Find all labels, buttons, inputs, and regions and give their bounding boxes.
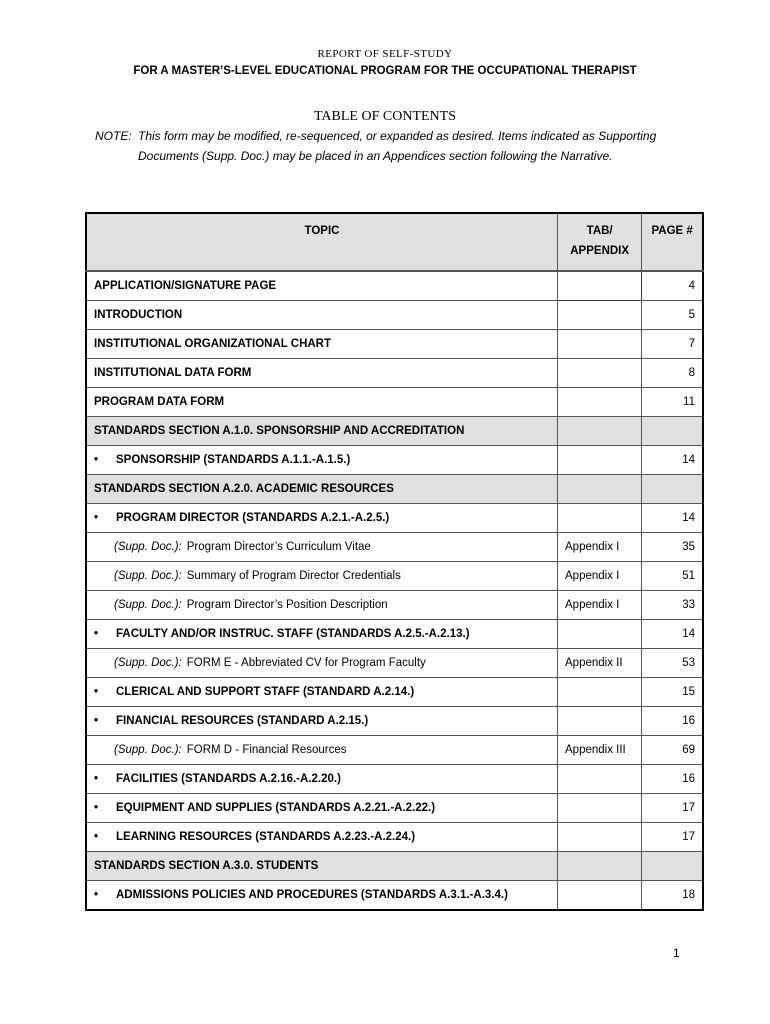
row-tab: [558, 620, 642, 649]
row-topic-text: FINANCIAL RESOURCES (STANDARD A.2.15.): [116, 715, 369, 727]
row-page: 15: [642, 678, 703, 707]
row-topic: [86, 736, 558, 765]
page-header: PAGE #: [642, 213, 703, 271]
bullet: •: [94, 454, 99, 466]
row-tab: Appendix I: [558, 591, 642, 620]
row-topic-text: Summary of Program Director Credentials: [186, 570, 401, 582]
table-row: [86, 388, 703, 417]
bullet: •: [94, 889, 99, 901]
row-topic-text: PROGRAM DIRECTOR (STANDARDS A.2.1.-A.2.5.): [116, 512, 390, 524]
row-topic: [86, 562, 558, 591]
row-topic: [86, 794, 558, 823]
row-tab: [558, 446, 642, 475]
row-tab: Appendix I: [558, 562, 642, 591]
table-row: [86, 765, 703, 794]
section-title: STANDARDS SECTION A.3.0. STUDENTS: [86, 852, 558, 881]
topic-header: TOPIC: [86, 213, 558, 271]
row-tab: [558, 301, 642, 330]
row-page: 14: [642, 620, 703, 649]
row-topic-text: LEARNING RESOURCES (STANDARDS A.2.23.-A.2.24.): [116, 831, 416, 843]
table-row: [86, 301, 703, 330]
supp-doc-row: [86, 533, 703, 562]
tab-appendix-header: [558, 213, 642, 271]
supp-prefix: (Supp. Doc.):: [114, 744, 182, 756]
row-topic: INSTITUTIONAL DATA FORM: [86, 359, 558, 388]
table-row: [86, 330, 703, 359]
row-tab: [558, 271, 642, 301]
bullet: •: [94, 715, 99, 727]
row-page: 35: [642, 533, 703, 562]
row-page: 14: [642, 504, 703, 533]
table-row: [86, 678, 703, 707]
section-row: [86, 417, 703, 446]
report-subtitle: FOR A MASTER’S-LEVEL EDUCATIONAL PROGRAM FOR THE OCCUPATIONAL THERAPIST: [133, 65, 637, 77]
table-header-row: [86, 213, 703, 271]
row-topic: [86, 504, 558, 533]
row-page: 17: [642, 794, 703, 823]
row-page: 17: [642, 823, 703, 852]
row-topic: [86, 765, 558, 794]
supp-doc-row: [86, 649, 703, 678]
row-topic: [86, 620, 558, 649]
toc-table: [85, 212, 704, 911]
row-topic: INSTITUTIONAL ORGANIZATIONAL CHART: [86, 330, 558, 359]
row-page: [642, 852, 703, 881]
row-tab: [558, 504, 642, 533]
row-page: 33: [642, 591, 703, 620]
row-tab: Appendix III: [558, 736, 642, 765]
row-topic: [86, 881, 558, 911]
row-page: [642, 475, 703, 504]
row-page: 4: [642, 271, 703, 301]
row-page: 5: [642, 301, 703, 330]
row-topic-text: CLERICAL AND SUPPORT STAFF (STANDARD A.2.14.): [116, 686, 415, 698]
row-topic-text: SPONSORSHIP (STANDARDS A.1.1.-A.1.5.): [116, 454, 351, 466]
note-text: This form may be modified, re-sequenced, or expanded as desired. Items indicated as Supporting Documents (Supp. Doc.) may be placed in an Appendices section following the Narrative.: [138, 129, 657, 163]
table-row: [86, 823, 703, 852]
supp-doc-row: [86, 736, 703, 765]
row-page: 51: [642, 562, 703, 591]
row-tab: [558, 417, 642, 446]
bullet: •: [94, 628, 99, 640]
table-row: [86, 271, 703, 301]
note-label: NOTE:: [95, 129, 132, 143]
supp-prefix: (Supp. Doc.):: [114, 541, 182, 553]
section-row: [86, 475, 703, 504]
row-tab: [558, 330, 642, 359]
row-page: 18: [642, 881, 703, 911]
row-topic: [86, 678, 558, 707]
toc-heading: TABLE OF CONTENTS: [314, 109, 456, 124]
table-row: [86, 359, 703, 388]
row-tab: [558, 852, 642, 881]
row-page: 16: [642, 707, 703, 736]
row-topic: [86, 533, 558, 562]
row-tab: [558, 707, 642, 736]
table-row: [86, 504, 703, 533]
row-page: 8: [642, 359, 703, 388]
row-topic: [86, 591, 558, 620]
row-topic: APPLICATION/SIGNATURE PAGE: [86, 271, 558, 301]
row-tab: [558, 359, 642, 388]
row-tab: [558, 881, 642, 911]
row-page: 14: [642, 446, 703, 475]
table-row: [86, 620, 703, 649]
supp-prefix: (Supp. Doc.):: [114, 570, 182, 582]
row-page: 69: [642, 736, 703, 765]
row-topic: INTRODUCTION: [86, 301, 558, 330]
row-page: 16: [642, 765, 703, 794]
bullet: •: [94, 773, 99, 785]
table-row: [86, 881, 703, 911]
bullet: •: [94, 831, 99, 843]
bullet: •: [94, 802, 99, 814]
row-topic-text: FORM E - Abbreviated CV for Program Faculty: [186, 657, 426, 669]
row-tab: [558, 823, 642, 852]
row-topic-text: EQUIPMENT AND SUPPLIES (STANDARDS A.2.21.-A.2.22.): [116, 802, 436, 814]
table-row: [86, 446, 703, 475]
row-topic: [86, 823, 558, 852]
row-tab: [558, 475, 642, 504]
section-row: [86, 852, 703, 881]
bullet: •: [94, 512, 99, 524]
supp-doc-row: [86, 591, 703, 620]
section-title: STANDARDS SECTION A.2.0. ACADEMIC RESOURCES: [86, 475, 558, 504]
row-topic: PROGRAM DATA FORM: [86, 388, 558, 417]
row-topic-text: FACILITIES (STANDARDS A.2.16.-A.2.20.): [116, 773, 341, 785]
table-row: [86, 794, 703, 823]
page-number: 1: [673, 946, 680, 960]
tab-header-line1: TAB/: [586, 225, 613, 237]
table-row: [86, 707, 703, 736]
row-page: [642, 417, 703, 446]
row-topic-text: FORM D - Financial Resources: [186, 744, 347, 756]
row-tab: [558, 388, 642, 417]
supp-doc-row: [86, 562, 703, 591]
row-page: 53: [642, 649, 703, 678]
row-tab: [558, 765, 642, 794]
row-topic: [86, 649, 558, 678]
row-tab: Appendix II: [558, 649, 642, 678]
row-tab: [558, 678, 642, 707]
supp-prefix: (Supp. Doc.):: [114, 599, 182, 611]
row-topic: [86, 446, 558, 475]
row-tab: [558, 794, 642, 823]
row-topic: [86, 707, 558, 736]
row-page: 11: [642, 388, 703, 417]
row-topic-text: Program Director’s Position Description: [186, 599, 388, 611]
report-title: REPORT OF SELF-STUDY: [317, 48, 453, 60]
row-topic-text: FACULTY AND/OR INSTRUC. STAFF (STANDARDS A.2.5.-A.2.13.): [116, 628, 470, 640]
row-topic-text: Program Director’s Curriculum Vitae: [186, 541, 371, 553]
row-page: 7: [642, 330, 703, 359]
section-title: STANDARDS SECTION A.1.0. SPONSORSHIP AND ACCREDITATION: [86, 417, 558, 446]
bullet: •: [94, 686, 99, 698]
supp-prefix: (Supp. Doc.):: [114, 657, 182, 669]
row-topic-text: ADMISSIONS POLICIES AND PROCEDURES (STANDARDS A.3.1.-A.3.4.): [116, 889, 508, 901]
row-tab: Appendix I: [558, 533, 642, 562]
tab-header-line2: APPENDIX: [570, 245, 630, 257]
